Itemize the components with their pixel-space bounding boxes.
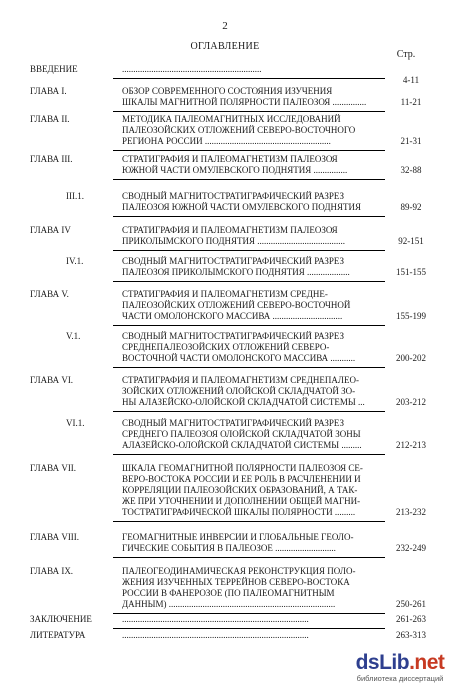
toc-divider (113, 521, 385, 522)
toc-entry-pages: 213-232 (396, 507, 426, 517)
toc-entry-title (122, 289, 384, 322)
toc-entry-title (122, 463, 384, 518)
toc-entry-title-line: СВОДНЫЙ МАГНИТОСТРАТИГРАФИЧЕСКИЙ РАЗРЕЗ (122, 331, 345, 341)
toc-entry-title-line: СВОДНЫЙ МАГНИТОСТРАТИГРАФИЧЕСКИЙ РАЗРЕЗ (122, 418, 345, 428)
site-logo: dsLib.net (355, 651, 445, 674)
toc-entry-pages: 151-155 (396, 267, 426, 277)
toc-entry-title-line: СВОДНЫЙ МАГНИТОСТРАТИГРАФИЧЕСКИЙ РАЗРЕЗ (122, 191, 345, 201)
toc-entry-title-line: ЗОЙСКИХ ОТЛОЖЕНИЙ ОЛОЙСКОЙ СКЛАДЧАТОЙ ЗО- (122, 386, 356, 396)
toc-entry-title-line: ЮЖНОЙ ЧАСТИ ОМУЛЕВСКОГО ПОДНЯТИЯ ............... (122, 165, 348, 175)
toc-entry-label: ГЛАВА VI. (30, 375, 74, 385)
toc-entry-label: ВВЕДЕНИЕ (30, 64, 78, 74)
toc-entry-title (122, 154, 384, 176)
toc-entry-pages: 92-151 (398, 236, 424, 246)
toc-entry-title-line: ПРИКОЛЫМСКОГО ПОДНЯТИЯ ....................................... (122, 236, 345, 246)
toc-entry-title-line: СВОДНЫЙ МАГНИТОСТРАТИГРАФИЧЕСКИЙ РАЗРЕЗ (122, 256, 345, 266)
toc-entry-title (122, 86, 384, 108)
toc-entry-label: ГЛАВА V. (30, 289, 69, 299)
toc-entry-pages: 32-88 (400, 165, 422, 175)
toc-entry-title-line: ГЕОМАГНИТНЫЕ ИНВЕРСИИ И ГЛОБАЛЬНЫЕ ГЕОЛО- (122, 532, 354, 542)
toc-divider (113, 454, 385, 455)
toc-divider (113, 150, 385, 151)
toc-entry-pages: 21-31 (400, 136, 422, 146)
toc-entry-title (122, 630, 384, 641)
toc-entry-title (122, 566, 384, 610)
toc-entry-pages: 200-202 (396, 353, 426, 363)
toc-divider (113, 78, 385, 79)
toc-divider (113, 216, 385, 217)
toc-entry-title-line: ВЕРО-ВОСТОКА РОССИИ И ЕЕ РОЛЬ В РАСЧЛЕНЕНИИ И (122, 474, 361, 484)
toc-entry-pages: 4-11 (402, 75, 420, 85)
watermark (352, 652, 448, 683)
toc-entry-title-line: КОРРЕЛЯЦИИ ПАЛЕОЗОЙСКИХ ОБРАЗОВАНИЙ, А ТАК- (122, 485, 358, 495)
toc-entry-title (122, 614, 384, 625)
toc-divider (113, 281, 385, 282)
toc-entry-title-line: ШКАЛЫ МАГНИТНОЙ ПОЛЯРНОСТИ ПАЛЕОЗОЯ ............... (122, 97, 367, 107)
toc-entry-title-line: ДАННЫМ) .......................................................................... (122, 599, 336, 609)
toc-entry-title-line: ПАЛЕОЗОЙСКИХ ОТЛОЖЕНИЙ СЕВЕРО-ВОСТОЧНОГО (122, 125, 356, 135)
toc-entry-title-line: ПАЛЕОЗОЯ ПРИКОЛЫМСКОГО ПОДНЯТИЯ ................... (122, 267, 350, 277)
toc-entry-label: ГЛАВА VII. (30, 463, 77, 473)
toc-entry-title-line: СРЕДНЕПАЛЕОЗОЙСКИХ ОТЛОЖЕНИЙ СЕВЕРО- (122, 342, 330, 352)
toc-entry-title-line: СТРАТИГРАФИЯ И ПАЛЕОМАГНЕТИЗМ ПАЛЕОЗОЯ (122, 225, 338, 235)
toc-entry-label: ГЛАВА I. (30, 86, 67, 96)
toc-entry-title-line: ПАЛЕОЗОЯ ЮЖНОЙ ЧАСТИ ОМУЛЕВСКОГО ПОДНЯТИЯ (122, 202, 361, 212)
toc-entry-title-line: ГИЧЕСКИЕ СОБЫТИЯ В ПАЛЕОЗОЕ ........................... (122, 543, 336, 553)
toc-entry-title (122, 331, 384, 364)
toc-divider (113, 628, 385, 629)
toc-entry-title (122, 225, 384, 247)
toc-entry-title-line: ОБЗОР СОВРЕМЕННОГО СОСТОЯНИЯ ИЗУЧЕНИЯ (122, 86, 333, 96)
toc-entry-pages: 212-213 (396, 440, 426, 450)
toc-entry-title (122, 191, 384, 213)
toc-divider (113, 179, 385, 180)
toc-entry-title-line: СТРАТИГРАФИЯ И ПАЛЕОМАГНЕТИЗМ СРЕДНЕ- (122, 289, 328, 299)
toc-entry-label: ГЛАВА III. (30, 154, 73, 164)
toc-entry-title-line: НЫ АЛАЗЕЙСКО-ОЛОЙСКОЙ СКЛАДЧАТОЙ СИСТЕМЫ ... (122, 397, 365, 407)
toc-entry-title-line: АЛАЗЕЙСКО-ОЛОЙСКОЙ СКЛАДЧАТОЙ СИСТЕМЫ ......... (122, 440, 362, 450)
toc-entry-label: VI.1. (66, 418, 85, 428)
toc-entry-title (122, 375, 384, 408)
toc-entry-title-line: СРЕДНЕГО ПАЛЕОЗОЯ ОЛОЙСКОЙ СКЛАДЧАТОЙ ЗОНЫ (122, 429, 361, 439)
toc-entry-title-line: ВОСТОЧНОЙ ЧАСТИ ОМОЛОНСКОГО МАССИВА ........... (122, 353, 356, 363)
toc-divider (113, 411, 385, 412)
page-number: 2 (222, 20, 228, 32)
toc-entry-label: III.1. (66, 191, 84, 201)
toc-entry-pages: 89-92 (400, 202, 422, 212)
toc-divider (113, 367, 385, 368)
toc-entry-pages: 261-263 (396, 614, 426, 624)
toc-entry-pages: 263-313 (396, 630, 426, 640)
toc-divider (113, 325, 385, 326)
toc-entry-title (122, 114, 384, 147)
toc-entry-label: ГЛАВА VIII. (30, 532, 80, 542)
toc-entry-title-line: ЧАСТИ ОМОЛОНСКОГО МАССИВА ............................... (122, 311, 343, 321)
toc-entry-title (122, 532, 384, 554)
toc-entry-pages: 232-249 (396, 543, 426, 553)
toc-entry-title-line: ................................................................................... (122, 614, 309, 624)
toc-entry-title-line: ТОСТРАТИГРАФИЧЕСКОЙ ШКАЛЫ ПОЛЯРНОСТИ ......... (122, 507, 356, 517)
toc-entry-label: ЛИТЕРАТУРА (30, 630, 86, 640)
toc-entry-label: ГЛАВА IX. (30, 566, 74, 576)
toc-entry-title-line: ПАЛЕОЗОЙСКИХ ОТЛОЖЕНИЙ СЕВЕРО-ВОСТОЧНОЙ (122, 300, 351, 310)
toc-entry-title-line: ШКАЛА ГЕОМАГНИТНОЙ ПОЛЯРНОСТИ ПАЛЕОЗОЯ СЕ- (122, 463, 363, 473)
toc-entry-title-line: ................................................................................... (122, 630, 309, 640)
toc-divider (113, 557, 385, 558)
toc-entry-label: V.1. (66, 331, 81, 341)
site-caption: библиотека диссертаций (356, 674, 444, 683)
toc-entry-title-line: ЖЕНИЯ ИЗУЧЕННЫХ ТЕРРЕЙНОВ СЕВЕРО-ВОСТОКА (122, 577, 350, 587)
toc-entry-label: ГЛАВА II. (30, 114, 70, 124)
toc-entry-title-line: РЕГИОНА РОССИИ ........................................................ (122, 136, 331, 146)
toc-entry-title-line: ЖЕ ПРИ УТОЧНЕНИИ И ДОПОЛНЕНИИ ОБЩЕЙ МАГНИ- (122, 496, 361, 506)
toc-entry-label: ЗАКЛЮЧЕНИЕ (30, 614, 92, 624)
pages-column-header: Стр. (396, 49, 416, 60)
toc-entry-pages: 203-212 (396, 397, 426, 407)
toc-entry-title-line: МЕТОДИКА ПАЛЕОМАГНИТНЫХ ИССЛЕДОВАНИЙ (122, 114, 341, 124)
toc-entry-title (122, 256, 384, 278)
toc-divider (113, 250, 385, 251)
toc-entry-title-line: ПАЛЕОГЕОДИНАМИЧЕСКАЯ РЕКОНСТРУКЦИЯ ПОЛО- (122, 566, 356, 576)
toc-divider (113, 111, 385, 112)
toc-entry-title (122, 64, 384, 75)
toc-entry-title-line: .............................................................. (122, 64, 262, 74)
toc-entry-label: ГЛАВА IV (30, 225, 71, 235)
toc-entry-title-line: СТРАТИГРАФИЯ И ПАЛЕОМАГНЕТИЗМ ПАЛЕОЗОЯ (122, 154, 338, 164)
toc-entry-pages: 250-261 (396, 599, 426, 609)
toc-entry-pages: 11-21 (400, 97, 422, 107)
toc-entry-title (122, 418, 384, 451)
toc-entry-pages: 155-199 (396, 311, 426, 321)
document-title: ОГЛАВЛЕНИЕ (190, 41, 260, 52)
toc-entry-title-line: СТРАТИГРАФИЯ И ПАЛЕОМАГНЕТИЗМ СРЕДНЕПАЛЕО- (122, 375, 359, 385)
toc-entry-title-line: РОССИИ В ФАНЕРОЗОЕ (ПО ПАЛЕОМАГНИТНЫМ (122, 588, 335, 598)
toc-entry-label: IV.1. (66, 256, 84, 266)
